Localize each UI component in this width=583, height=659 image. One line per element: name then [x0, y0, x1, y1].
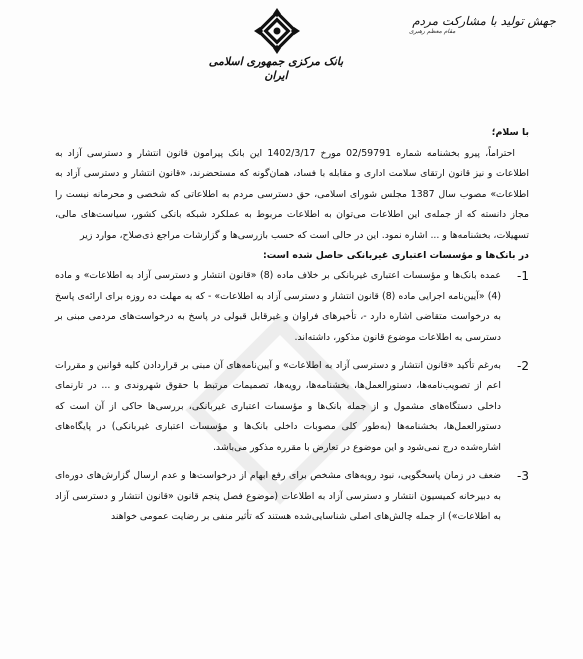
letter-body: [55, 124, 529, 535]
bank-name: بانک مرکزی جمهوری اسلامی ایران: [208, 55, 344, 82]
findings-list: [55, 266, 529, 527]
slogan: [409, 14, 559, 36]
item-text: ضعف در زمان پاسخگویی، نبود رویه‌های مشخص برای رفع ابهام از درخواست‌ها و عدم ارسال گزارش‌های دوره‌ای به دبیرخانه کمیسیون انتشار و دسترسی آزاد به اطلاعات (موضوع فصل پنجم قانون «قانون انتشار و دسترسی آزاد به اطلاعات») از جمله چالش‌های اصلی شناسایی‌شده هستند که تأثیر منفی بر رضایت عمومی خواهند: [55, 470, 501, 522]
greeting: با سلام؛: [491, 127, 529, 138]
item-number: 2-: [517, 359, 529, 374]
list-item: [55, 266, 529, 348]
intro-last-line: در بانک‌ها و مؤسسات اعتباری غیربانکی حاصل شده است:: [262, 250, 529, 262]
intro-text: احتراماً، پیرو بخشنامه شماره 02/59791 مورخ 1402/3/17 این بانک پیرامون قانون انتشار و دسترسی آزاد به اطلاعات و نیز قانون ارتقای سلامت اداری و مقابله با فساد، همان‌گونه که مستحضرند، «قانون انتشار و دسترسی آزاد به اطلاعات» مصوب سال 1387 مجلس شورای اسلامی، حق دسترسی مردم به اطلاعاتی که شخصی و محرمانه نیست را مجاز دانسته که از جمله‌ی این اطلاعات می‌توان به اطلاعات مربوط به عملکرد شبکه بانکی کشور، سیاست‌های مالی، تسهیلات، بخشنامه‌ها و ... اشاره نمود. این در حالی است که حسب بازرسی‌ها و گزارشات مراجع ذی‌صلاح، موارد زیر: [55, 148, 529, 241]
item-number: 1-: [517, 269, 529, 284]
item-number: 3-: [517, 469, 529, 484]
central-bank-emblem-icon: [248, 6, 306, 58]
list-item: [55, 466, 529, 527]
list-item: [55, 356, 529, 458]
item-text: به‌رغم تأکید «قانون انتشار و دسترسی آزاد به اطلاعات» و آیین‌نامه‌های آن مبنی بر قراردادن کلیه قوانین و مقررات اعم از تصویب‌نامه‌ها، دستورالعمل‌ها، بخشنامه‌ها، رویه‌ها، تصمیمات مرتبط با حقوق شهروندی و ... در تارنمای داخلی دستگاه‌های مشمول و از جمله بانک‌ها و مؤسسات اعتباری غیربانکی، بررسی‌ها حاکی از آن است که دستورالعمل‌ها، بخشنامه‌ها (به‌طور کلی مصوبات داخلی بانک‌ها و مؤسسات اعتباری غیربانکی) در پایگاه‌های اشاره‌شده درج نمی‌شود و این موضوع در تعارض با مقرره مذکور می‌باشد.: [55, 360, 501, 453]
item-text: عمده بانک‌ها و مؤسسات اعتباری غیربانکی بر خلاف ماده (8) «قانون انتشار و دسترسی آزاد به اطلاعات» و ماده (4) «آیین‌نامه اجرایی ماده (8) قانون انتشار و دسترسی آزاد به اطلاعات» - که به مهلت ده روزه برای ارائه‌ی پاسخ به درخواست متقاضی اشاره دارد -، تأخیرهای فراوان و غیرقابل قبولی در پاسخ به درخواست‌های مردمی مبنی بر دسترسی به اطلاعات موضوع قانون مذکور، داشته‌اند.: [55, 270, 501, 343]
slogan-attribution: مقام معظم رهبری: [409, 28, 456, 35]
slogan-text: جهش تولید با مشارکت مردم: [412, 14, 556, 28]
intro-paragraph: [55, 144, 529, 266]
letterhead: [0, 0, 583, 110]
